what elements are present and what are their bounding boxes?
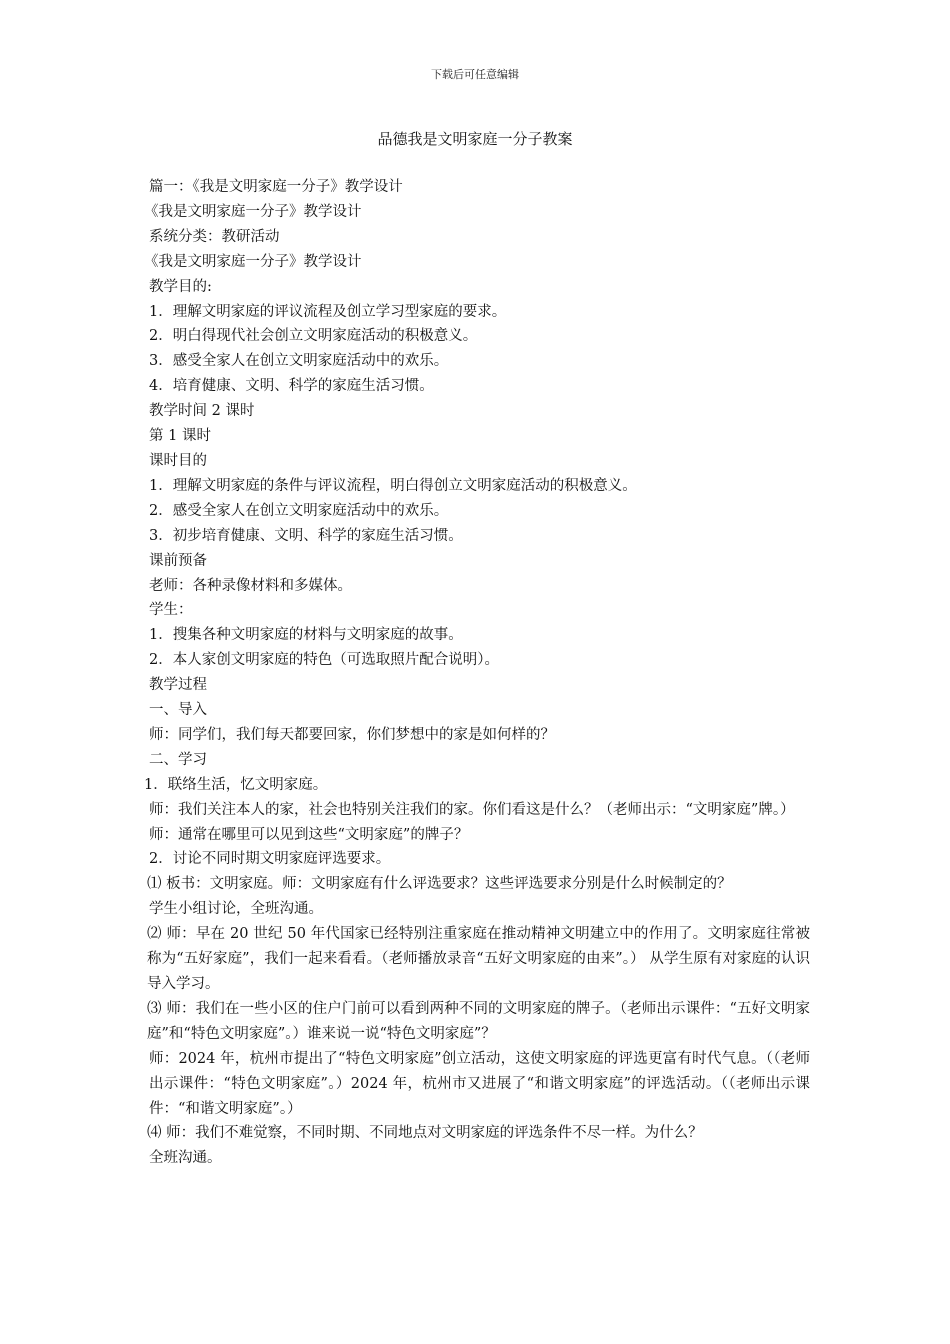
text-line: 《我是文明家庭一分子》教学设计 xyxy=(144,253,362,270)
text-line: 2．明白得现代社会创立文明家庭活动的积极意义。 xyxy=(149,328,478,345)
text-paragraph: ⑴ 板书：文明家庭。师：文明家庭有什么评选要求？这些评选要求分别是什么时候制定的？ xyxy=(147,876,732,893)
document-body xyxy=(144,175,810,1171)
text-line: 二、学习 xyxy=(149,751,207,768)
text-line: 课前预备 xyxy=(149,552,207,569)
text-line: 师：同学们，我们每天都要回家，你们梦想中的家是如何样的？ xyxy=(149,726,555,743)
text-line: 4．培育健康、文明、科学的家庭生活习惯。 xyxy=(149,378,434,395)
text-line: 3．初步培育健康、文明、科学的家庭生活习惯。 xyxy=(149,527,463,544)
text-paragraph: ⑵ 师：早在 20 世纪 50 年代国家已经特别注重家庭在推动精神文明建立中的作用了。文明家庭往常被称为“五好家庭”，我们一起来看看。（老师播放录音“五好文明家庭的由来”。） 从学生原有对家庭的认识导入学习。 xyxy=(147,926,810,992)
text-line: 第 1 课时 xyxy=(149,428,211,445)
text-line: 2．感受全家人在创立文明家庭活动中的欢乐。 xyxy=(149,502,449,519)
text-line: 学生小组讨论，全班沟通。 xyxy=(149,901,323,918)
text-line: 1．理解文明家庭的条件与评议流程，明白得创立文明家庭活动的积极意义。 xyxy=(149,477,637,494)
text-line: 教学时间 2 课时 xyxy=(149,403,255,420)
text-paragraph: 师：我们关注本人的家，社会也特别关注我们的家。你们看这是什么？（老师出示：“文明家庭”牌。） xyxy=(149,801,795,818)
text-paragraph: ⑶ 师：我们在一些小区的住户门前可以看到两种不同的文明家庭的牌子。（老师出示课件：“五好文明家庭”和“特色文明家庭”。）谁来说一说“特色文明家庭”？ xyxy=(147,1000,810,1042)
text-line: 老师：各种录像材料和多媒体。 xyxy=(149,577,352,594)
document-title: 品德我是文明家庭一分子教案 xyxy=(377,130,573,148)
text-line: 1．搜集各种文明家庭的材料与文明家庭的故事。 xyxy=(149,627,463,644)
text-line: 教学过程 xyxy=(149,677,207,694)
text-line: 一、导入 xyxy=(149,702,207,719)
text-line: 全班沟通。 xyxy=(149,1150,222,1167)
text-line: 《我是文明家庭一分子》教学设计 xyxy=(144,203,362,220)
text-line: 1．联络生活，忆文明家庭。 xyxy=(144,776,328,793)
header-note: 下载后可任意编辑 xyxy=(431,68,519,81)
text-line: 1．理解文明家庭的评议流程及创立学习型家庭的要求。 xyxy=(149,303,507,320)
text-line: 学生： xyxy=(149,602,193,619)
text-line: 师：通常在哪里可以见到这些“文明家庭”的牌子？ xyxy=(149,826,469,843)
text-line: 2．讨论不同时期文明家庭评选要求。 xyxy=(149,851,391,868)
text-line: 系统分类：教研活动 xyxy=(149,228,280,245)
text-line: 篇一：《我是文明家庭一分子》教学设计 xyxy=(149,179,403,195)
text-line: 3．感受全家人在创立文明家庭活动中的欢乐。 xyxy=(149,353,449,370)
text-line: 2．本人家创文明家庭的特色（可选取照片配合说明）。 xyxy=(149,652,499,669)
text-line: 课时目的 xyxy=(149,452,207,469)
text-line: 教学目的: xyxy=(149,278,212,295)
text-paragraph: 师：2024 年，杭州市提出了“特色文明家庭”创立活动，这使文明家庭的评选更富有时代气息。（（老师出示课件：“特色文明家庭”。）2024 年，杭州市又进展了“和谐文明家庭”的评选活动。（（老师出示课件：“和谐文明家庭”。） xyxy=(149,1050,810,1117)
text-paragraph: ⑷ 师：我们不难觉察，不同时期、不同地点对文明家庭的评选条件不尽一样。为什么？ xyxy=(147,1125,703,1142)
